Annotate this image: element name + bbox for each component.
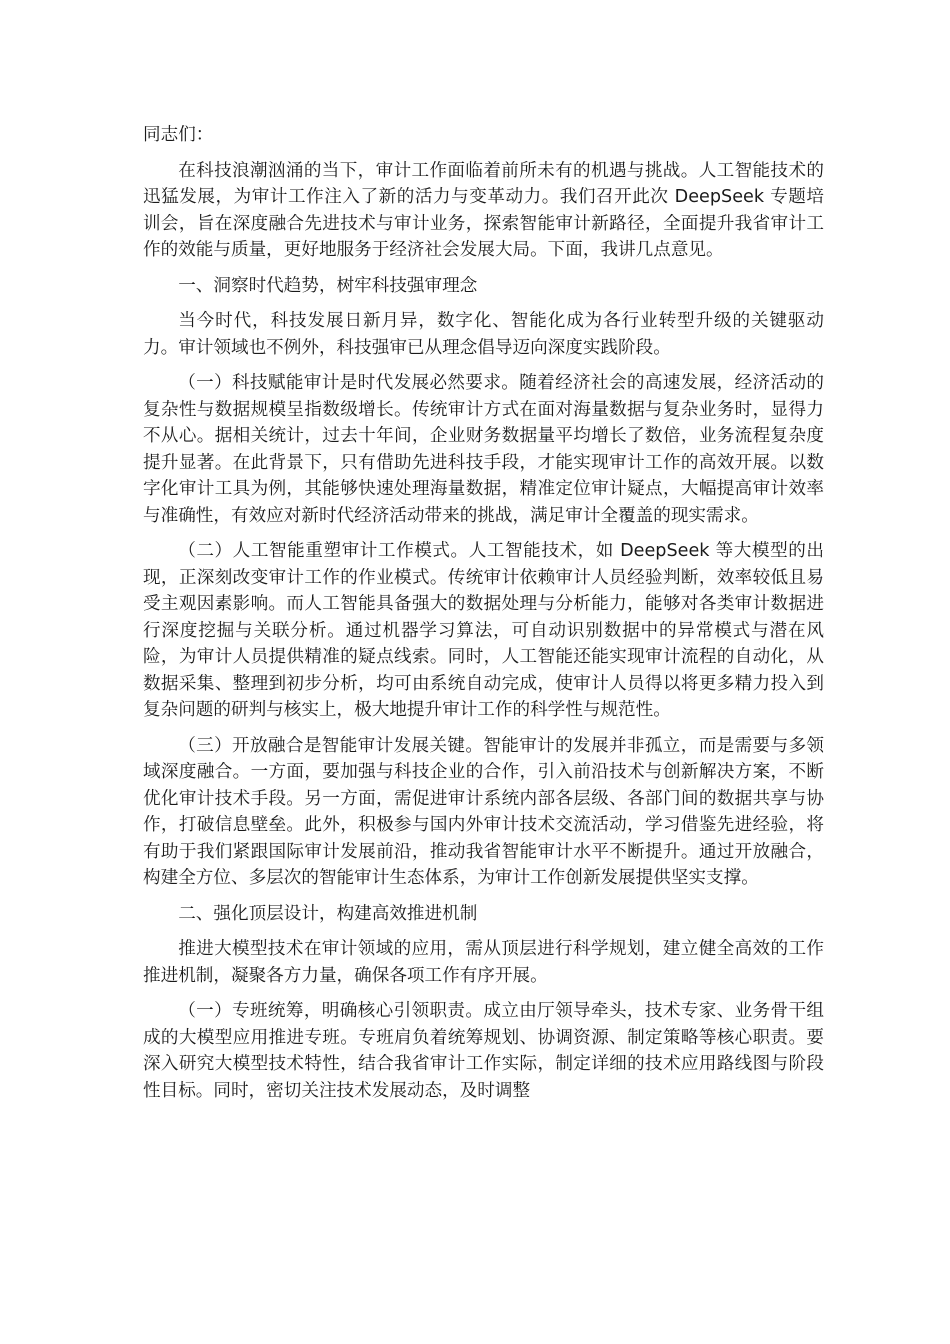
section-heading-2: 二、强化顶层设计，构建高效推进机制 [178,903,478,924]
section-2-intro: 推进大模型技术在审计领域的应用，需从顶层进行科学规划，建立健全高效的工作推进机制，凝聚各方力量，确保各项工作有序开展。 [143,939,824,986]
section-heading-1: 一、洞察时代趋势，树牢科技强审理念 [178,275,478,296]
section-1-point-3: （三）开放融合是智能审计发展关键。智能审计的发展并非孤立，而是需要与多领域深度融合。一方面，要加强与科技企业的合作，引入前沿技术与创新解决方案，不断优化审计技术手段。另一方面，需促进审计系统内部各层级、各部门间的数据共享与协作，打破信息壁垒。此外，积极参与国内外审计技术交流活动，学习借鉴先进经验，将有助于我们紧跟国际审计发展前沿，推动我省智能审计水平不断提升。通过开放融合，构建全方位、多层次的智能审计生态体系，为审计工作创新发展提供坚实支撑。 [143,735,824,888]
section-2-point-1: （一）专班统筹，明确核心引领职责。成立由厅领导牵头，技术专家、业务骨干组成的大模型应用推进专班。专班肩负着统筹规划、协调资源、制定策略等核心职责。要深入研究大模型技术特性，结合我省审计工作实际，制定详细的技术应用路线图与阶段性目标。同时，密切关注技术发展动态，及时调整 [143,1001,824,1101]
salutation: 同志们： [143,125,214,145]
section-1-intro: 当今时代，科技发展日新月异，数字化、智能化成为各行业转型升级的关键驱动力。审计领域也不例外，科技强审已从理念倡导迈向深度实践阶段。 [143,311,824,358]
intro-paragraph: 在科技浪潮汹涌的当下，审计工作面临着前所未有的机遇与挑战。人工智能技术的迅猛发展，为审计工作注入了新的活力与变革动力。我们召开此次 DeepSeek 专题培训会，旨在深度融合先进技术与审计业务，探索智能审计新路径，全面提升我省审计工作的效能与质量，更好地服务于经济社会发展大局。下面，我讲几点意见。 [143,160,824,260]
document-page [143,122,824,1113]
section-1-point-2: （二）人工智能重塑审计工作模式。人工智能技术，如 DeepSeek 等大模型的出现，正深刻改变审计工作的作业模式。传统审计依赖审计人员经验判断，效率较低且易受主观因素影响。而人工智能具备强大的数据处理与分析能力，能够对各类审计数据进行深度挖掘与关联分析。通过机器学习算法，可自动识别数据中的异常模式与潜在风险，为审计人员提供精准的疑点线索。同时，人工智能还能实现审计流程的自动化，从数据采集、整理到初步分析，均可由系统自动完成，使审计人员得以将更多精力投入到复杂问题的研判与核实上，极大地提升审计工作的科学性与规范性。 [143,541,824,720]
section-1-point-1: （一）科技赋能审计是时代发展必然要求。随着经济社会的高速发展，经济活动的复杂性与数据规模呈指数级增长。传统审计方式在面对海量数据与复杂业务时，显得力不从心。据相关统计，过去十年间，企业财务数据量平均增长了数倍，业务流程复杂度提升显著。在此背景下，只有借助先进科技手段，才能实现审计工作的高效开展。以数字化审计工具为例，其能够快速处理海量数据，精准定位审计疑点，大幅提高审计效率与准确性，有效应对新时代经济活动带来的挑战，满足审计全覆盖的现实需求。 [143,373,824,526]
